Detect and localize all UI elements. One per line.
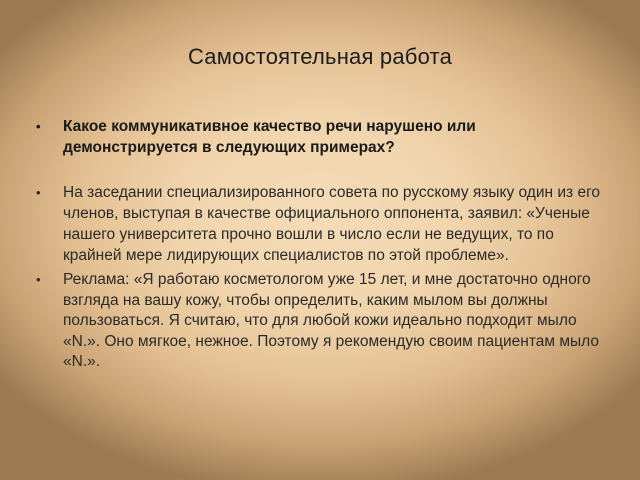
bullet-text: Реклама: «Я работаю косметологом уже 15 лет, и мне достаточно одного взгляда на вашу кожу, чтобы определить, каким мылом вы должны пользоваться. Я считаю, что для любой кожи идеально подходит мыло «N.». Оно мягкое, нежное. Поэтому я рекомендую своим пациентам мыло «N.».: [63, 271, 599, 370]
bullet-example-advert: [36, 270, 606, 373]
bullet-example-council: [36, 182, 606, 266]
bullet-marker: •: [36, 272, 41, 287]
bullet-question: [36, 116, 606, 158]
bullet-text: На заседании специализированного совета по русскому языку один из его членов, выступая в качестве официального оппонента, заявил: «Ученые нашего университета прочно вошли в число если не ведущих, то по крайней мере лидирующих специалистов по этой проблеме».: [63, 184, 601, 264]
bullet-marker: •: [36, 119, 41, 134]
slide-title: Самостоятельная работа: [187, 44, 453, 69]
bullet-list: [36, 116, 606, 373]
bullet-marker: •: [36, 185, 41, 200]
bullet-text: Какое коммуникативное качество речи нарушено или демонстрируется в следующих примерах?: [63, 118, 476, 156]
